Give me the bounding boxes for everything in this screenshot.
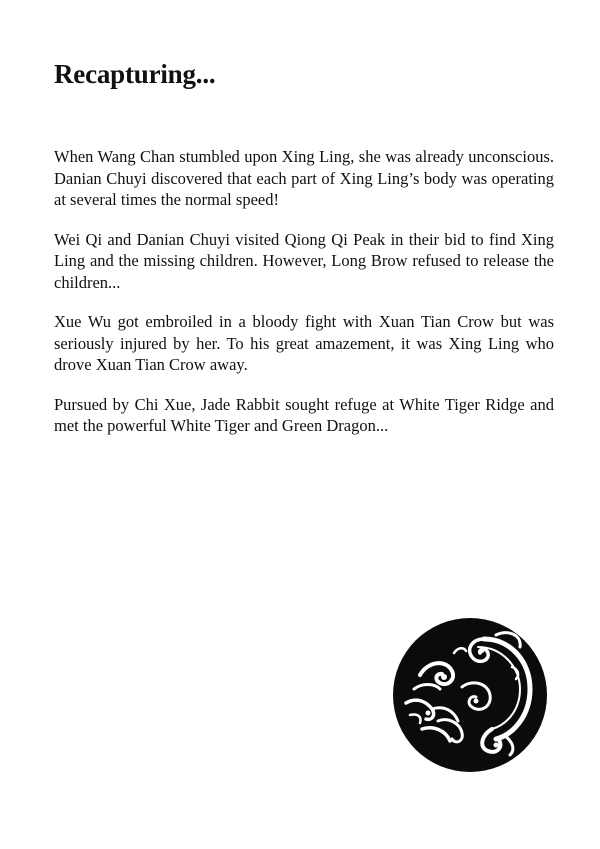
paragraph-4: Pursued by Chi Xue, Jade Rabbit sought refuge at White Tiger Ridge and met the powerful White Tiger and Green Dragon...	[54, 394, 554, 435]
recap-body	[54, 146, 554, 455]
page-title: Recapturing...	[54, 59, 216, 89]
dragon-circle-emblem-icon	[392, 617, 548, 773]
paragraph-1: When Wang Chan stumbled upon Xing Ling, she was already unconscious. Danian Chuyi discovered that each part of Xing Ling’s body was operating at several times the normal speed!	[54, 147, 554, 209]
paragraph-3: Xue Wu got embroiled in a bloody fight with Xuan Tian Crow but was seriously injured by her. To his great amazement, it was Xing Ling who drove Xuan Tian Crow away.	[54, 312, 554, 374]
paragraph-2: Wei Qi and Danian Chuyi visited Qiong Qi Peak in their bid to find Xing Ling and the missing children. However, Long Brow refused to release the children...	[54, 229, 554, 292]
